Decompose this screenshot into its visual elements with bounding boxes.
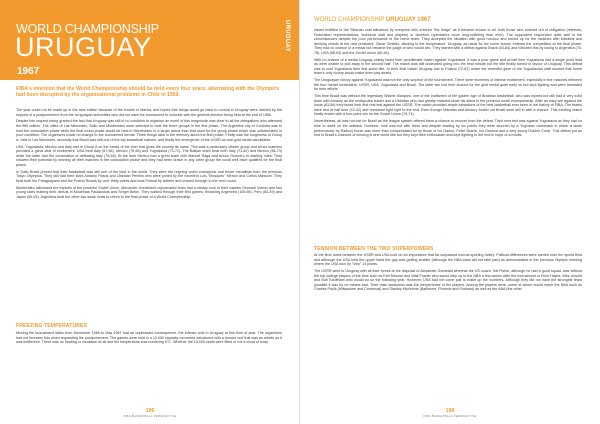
side-tab-label: URUGUAY	[284, 20, 290, 52]
running-head	[314, 17, 431, 23]
running-head-title: URUGUAY 1967	[385, 17, 431, 23]
left-section-body	[16, 331, 282, 411]
body-paragraph: With no chance of a medal Uruguay calmly faced their penultimate match against Yugoslavia. It was a poor game and at half time Yugoslavia had a single point lead as were unable to pull away in the second half. The match was still undecided going into the final minute but the title finally turned in favour of Uruguay. This defeat was to cost Yugoslavia their first world title. In their final match Uruguay lost to Poland (72-62) under the resentful gaze of the Yugoslavian staff worried that home team's only victory would make them pay dearly.	[314, 57, 582, 76]
running-head-prefix: WORLD CHAMPIONSHIP	[314, 17, 385, 23]
chapter-kicker: WORLD CHAMPIONSHIP	[16, 22, 159, 36]
right-page	[300, 0, 600, 424]
body-paragraph: Moving the tournament dates from December 1966 to May 1967 had an unpleasant consequence, the intense cold in Uruguay at this time of year. The organisers had not foreseen this when requesting the postponement. The games were held in a 15,000 capacity converted velodrome with a domed roof that was as artistic as it was ineffective. There was no heating or insulation at all and the temperature was bordering 0°C. Whether the 15,000 seats were filled or not a cloud of body	[16, 331, 282, 345]
body-paragraph: The USSR went to Uruguay with all their forces at the disposal of Alexander Gomelski whereas the US coach, Hal Fisher, although he had a good squad, was without the top college players of the time such as Earl Monroe and Walt Frazier who would step up to the NBA a few weeks after the tournament or Elvin Hayes, Wes Unseld and Bob Kauffman who would do so the following year. However, USA had not come just to make up the numbers. Although they did not have the strongest team possible it was by no means bad. Their main weakness was the inexperience of the players. Among the players were, some of whom would reach the NBA such as Charles Paulk (Milwaukee and Cincinnati) and Stanley McKenzie (Baltimore, Phoenix and Portland) as well as the ABA (the other	[314, 269, 582, 292]
section-heading: FREEZING TEMPERATURES	[16, 323, 88, 329]
page-source: FIBA BASKETBALL PERSPECTIVE	[123, 414, 177, 418]
chapter-header	[0, 0, 300, 80]
body-paragraph: This time Brazil was without the legendary Wlamir Marques, one of the craftsmen of the golden age of Brazilian basketball, who was injured but still had a very solid team with Amaury as the undisputed leader and a Ubiratan who had greatly matured since his debut in the previous world championship. After an easy win against the hosts (63-56) they faced their first real test against the USSR. The match provided ample attractions of the best basketball ever seen in the history of FIBA. The teams were tied at half time (42-42) and remained tight right to the end. Even though Ubiratan and Amaury fouled out Brazil were still in with a chance. This exciting match finally ended with a four-point win for the Soviet Union (78-74).	[314, 94, 582, 117]
lede-paragraph: FIBA's intention that the World Championship should be held every four years, alternating with the Olympics had been disrupted by the organisational problems in Chile in 1959.	[16, 86, 280, 99]
body-paragraph: steam testified to the Siberian cold withstood by everyone who entered "the fridge" as it became known to all, both those who entered out of obligation (referees, Federation representatives, technical staff and players) or devotion (spectators more long-suffering than ever). The supporters responded quite well in the circumstances despite the poor performance of the home team. They accepted the situation with good humour and turned up for the matches with blankets and drinking chants at the new president, Oscar Gestido, alluding to the temperature. Uruguay, as usual for the home teams, entered the competition at the final phase. They had no chance of a medal but became the judge of who would win. They started with a defeat against Brazil (63-64) and followed this by losing to Argentina (70-75), USA (88-53) and the Soviet Union (60-84).	[314, 28, 582, 55]
body-paragraph: At the time duels between the USSR and USA took on an importance that far surpassed normal sporting rivalry. Political differences were carried onto the sports field and although the USA held the upper hand the gap was getting smaller (although the NBA stars did not take part) as demonstrated in the previous Olympic meeting where the USA won by "only" 14 points.	[314, 253, 582, 267]
body-paragraph: The Uruguayan victory against Yugoslavia was not the only surprise of the tournament. There were moments of intense excitement, especially in the matches between the four medal contenders: USSR, USA, Yugoslavia and Brazil. The latter two lost their chance for the gold medal quite early on but kept fighting and were rewarded for their efforts.	[314, 78, 583, 92]
page-number: 196	[145, 408, 155, 414]
page-source: FIBA BASKETBALL PERSPECTIVE	[423, 414, 477, 418]
side-tab	[280, 20, 292, 70]
page-number: 196	[445, 408, 455, 414]
page-folio	[300, 408, 600, 418]
body-paragraph: Nevertheless, all was not lost for Brazil as the league system offered them a chance to recover from the defeat. Their next test was against Yugoslavia as they had no time to dwell on the setback. However, luck was not with them and despite leading by six points they were stunned by a Yugoslav comeback in which a weak performance by Radivoj Korac was more than compensated for by those of Ivo Daneu, Petar Skansi, Ivo Danova and a very young Dražen Cosic. This defeat put an end to Brazil's chances of winning a new world title but they kept their enthusiasm and kept fighting to the end in hope of a medal.	[314, 119, 582, 138]
right-section-body	[314, 253, 582, 413]
body-paragraph: Montevideo witnessed the exploits of the powerful Soviet Union. Alexander Gomelski's rejuvenated team had a steady rock in their captain Gennadi Volnov and two young stars making their debuts in Modestas Paulauskas and Sergei Belov. They walked through their first games, thrashing Argentina (105-66), Peru (84-49) and Japan (85-63). Argentina beat the other two weak rivals to return to the final phase of a World Championship.	[16, 185, 282, 199]
body-paragraph: In Salto Brazil proved that their basketball was still one of the best in the world. They were the reigning world champions and broke medallists from the previous Tokyo Olympics. They still had their stars Amaury Pasos and Ubiratan Pereira who were joined by the excellent Luis "Mosquito" Menon and Carlos Massoni. They beat both the Paraguayans and the Puerto Ricans by over thirty points and beat Poland by sixteen and cruised through to the next round.	[16, 169, 282, 183]
body-paragraph: USA, Yugoslavia, Mexico and Italy met in Group A on the banks of the river that gives the country its name. This was a particularly vibrant group and all six matches provided a great deal of excitement. USA beat Italy (67-56), Mexico (75-65) and Yugoslavia (73-71). The Balkan team beat both Italy (71-62) and Mexico (86-73) while the latter had the consolation of defeating Italy (78-66). At the time Mexico had a great team with Manuel Raga and Arturo Guerrero in starting roles. They showed their potential by winning all their matches in the consolation phase and they had been drawn in any other group the could well have qualified for the final phase.	[16, 144, 282, 167]
body-paragraph: The year could not be made up in the next edition because of the trouble in Manila, and hopes that things would go back to normal in Uruguay were dashed by the request of a postponement from the Uruguayan authorities who did not want the tournament to coincide with the general election being held at the end of 1966.	[16, 108, 282, 117]
chapter-year: 1967	[17, 66, 40, 77]
body-paragraph: Despite this request being granted the fact that Uruguay was still in no condition to organise an event of this magnitude was clear to all the delegations who attended the fifth edition. The cities of Las Mercedes, Salto and Montevideo were selected to host the three groups in the first phase. The Argentine city of Cordoba was to host the consolation phase while the final round phase would be held in Montevideo in a larger arena than that used for the group phase which was unfortunately in poor condition. The organisers made no change to the tournament format. Three things stick in the memory about the first phase. Firstly was the toughness of Group A, held in Las Mercedes, secondly that Brazil was still one of the top basketball nations, and finally the emergence of the USSR as real gold medal candidates.	[16, 119, 282, 142]
chapter-title: URUGUAY	[15, 32, 152, 62]
page-folio	[0, 408, 300, 418]
section-heading: TENSION BETWEEN THE TWO SUPERPOWERS	[314, 246, 434, 252]
